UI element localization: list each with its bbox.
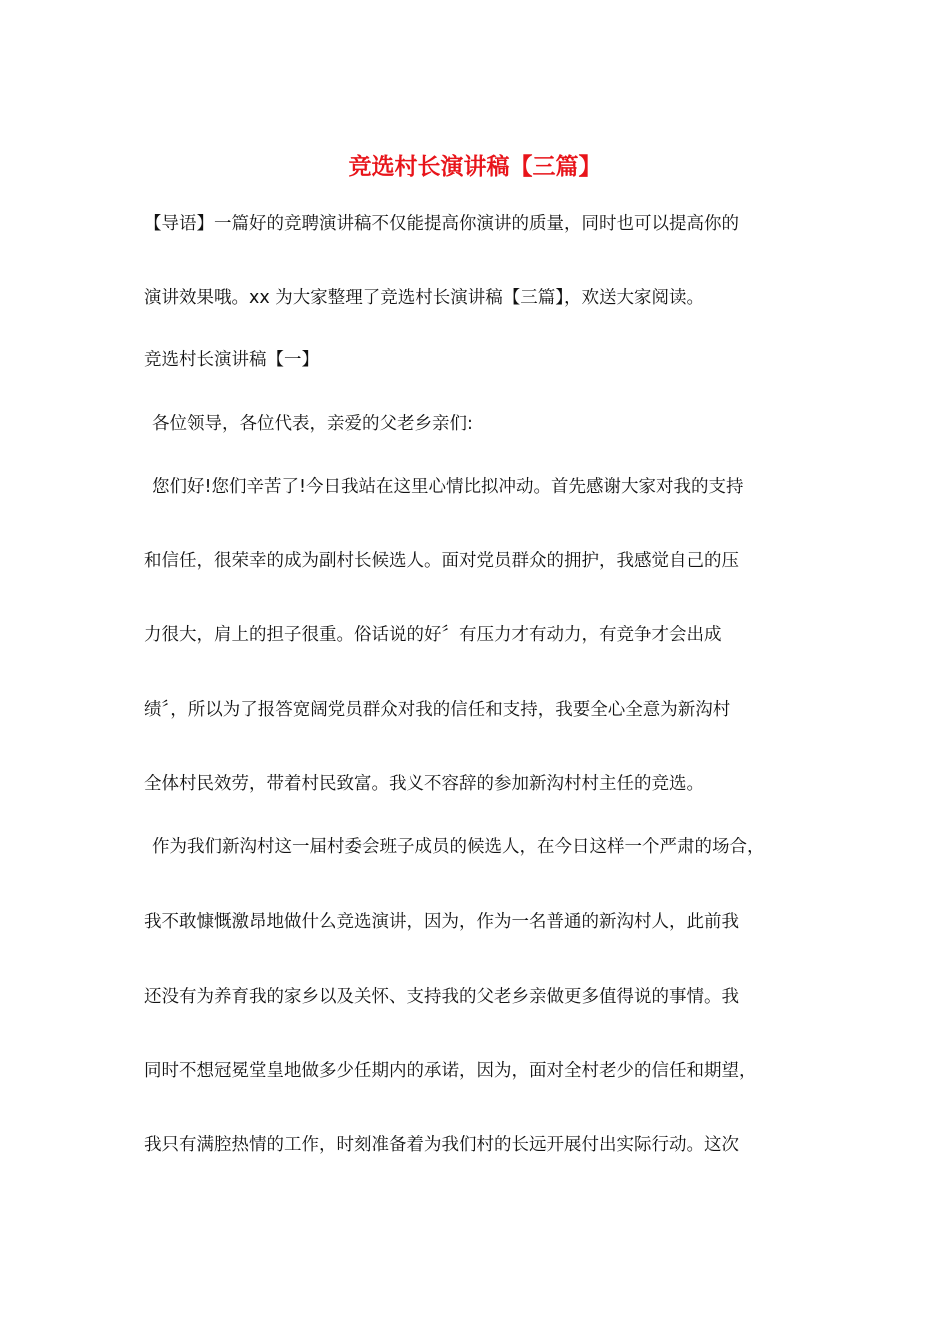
body-line-5: 您们好!您们辛苦了!今日我站在这里心情比拟冲动。首先感谢大家对我的支持	[152, 477, 744, 497]
section-heading: 竞选村长演讲稿【一】	[144, 350, 319, 370]
document-title: 竞选村长演讲稿【三篇】	[348, 153, 602, 180]
body-line-2: 演讲效果哦。xx 为大家整理了竞选村长演讲稿【三篇】，欢送大家阅读。	[144, 288, 705, 308]
body-line-8: 绩〞，所以为了报答宽阔党员群众对我的信任和支持，我要全心全意为新沟村	[144, 700, 731, 720]
body-line-6: 和信任，很荣幸的成为副村长候选人。面对党员群众的拥护，我感觉自己的压	[144, 551, 739, 571]
body-line-salutation: 各位领导，各位代表，亲爱的父老乡亲们:	[152, 414, 473, 434]
body-line-10: 作为我们新沟村这一届村委会班子成员的候选人，在今日这样一个严肃的场合，	[152, 837, 765, 857]
body-line-7: 力很大，肩上的担子很重。俗话说的好〞有压力才有动力，有竞争才会出成	[144, 625, 722, 645]
body-line-11: 我不敢慷慨激昂地做什么竞选演讲，因为，作为一名普通的新沟村人，此前我	[144, 912, 739, 932]
body-line-14: 我只有满腔热情的工作，时刻准备着为我们村的长远开展付出实际行动。这次	[144, 1135, 739, 1155]
body-line-13: 同时不想冠冕堂皇地做多少任期内的承诺，因为，面对全村老少的信任和期望，	[144, 1061, 757, 1081]
body-line-9: 全体村民效劳，带着村民致富。我义不容辞的参加新沟村村主任的竞选。	[144, 774, 704, 794]
body-line-1: 【导语】一篇好的竞聘演讲稿不仅能提高你演讲的质量，同时也可以提高你的	[144, 214, 739, 234]
body-line-12: 还没有为养育我的家乡以及关怀、支持我的父老乡亲做更多值得说的事情。我	[144, 987, 739, 1007]
